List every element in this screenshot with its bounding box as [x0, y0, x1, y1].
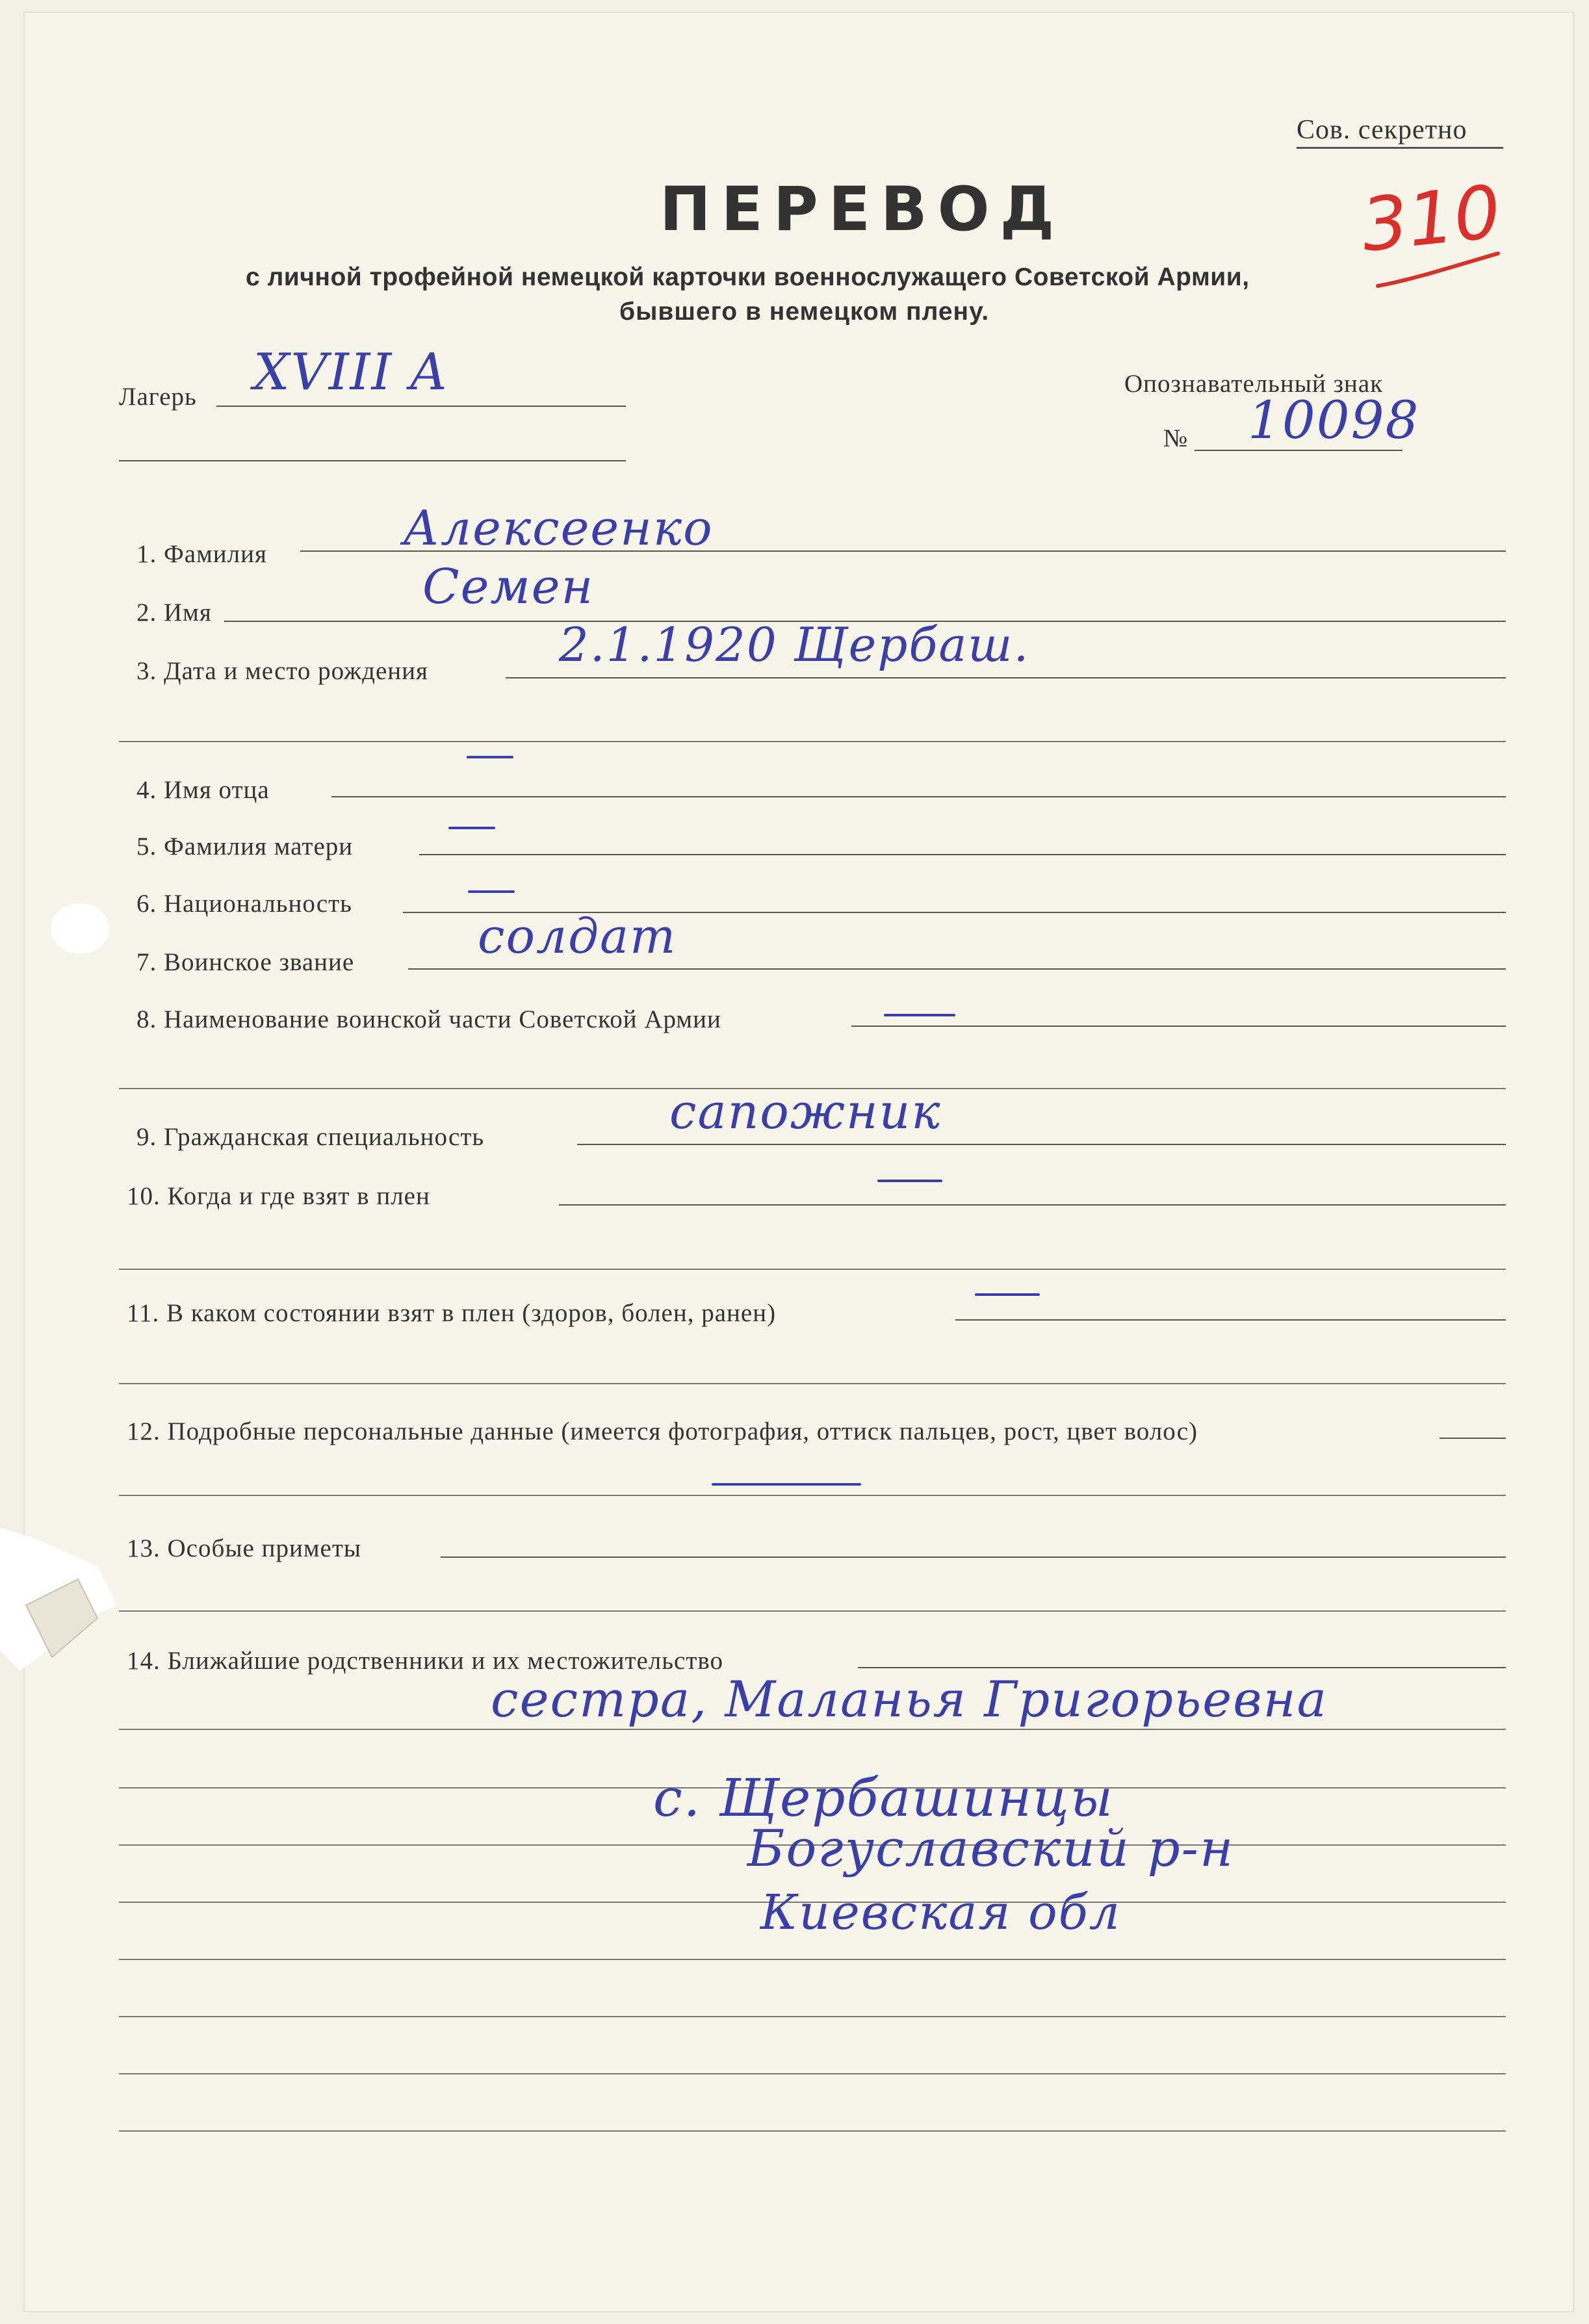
- field-9-label: 9. Гражданская специальность: [136, 1123, 485, 1151]
- relatives-rule-7: [119, 2073, 1506, 2074]
- field-6-label: 6. Национальность: [136, 890, 352, 918]
- field-11-dash: [975, 1293, 1040, 1296]
- classification-underline: [1297, 147, 1503, 149]
- field-14-line: [858, 1667, 1506, 1668]
- relative-line-4: Киевская обл: [760, 1885, 1121, 1941]
- subtitle-line-1: с личной трофейной немецкой карточки военнослужащего Советской Армии,: [246, 263, 1250, 291]
- field-10-dash: [877, 1180, 942, 1182]
- relatives-rule-5: [119, 1959, 1506, 1960]
- id-number-value: 10098: [1248, 390, 1420, 450]
- id-mark-label: Опознавательный знак: [1124, 370, 1384, 398]
- punch-hole: [51, 903, 109, 954]
- field-5-line: [419, 854, 1506, 855]
- torn-corner: [0, 1527, 130, 1670]
- field-3-line: [506, 677, 1506, 678]
- red-number: 310: [1357, 170, 1505, 268]
- field-1-label: 1. Фамилия: [136, 540, 267, 568]
- field-7-line: [408, 968, 1506, 970]
- field-12-line-2: [119, 1495, 1506, 1496]
- field-11-label: 11. В каком состоянии взят в плен (здоров, болен, ранен): [127, 1299, 777, 1327]
- field-5-label: 5. Фамилия матери: [136, 833, 354, 860]
- field-12-line: [1440, 1438, 1506, 1439]
- relatives-rule-6: [119, 2016, 1506, 2017]
- field-3-line-2: [119, 741, 1506, 742]
- classification-label: Сов. секретно: [1297, 115, 1467, 145]
- field-7-label: 7. Воинское звание: [136, 948, 355, 976]
- camp-label: Лагерь: [119, 383, 197, 411]
- field-14-label: 14. Ближайшие родственники и их местожительство: [127, 1647, 724, 1675]
- field-2-label: 2. Имя: [136, 599, 212, 626]
- field-6-dash: [468, 890, 515, 893]
- field-10-label: 10. Когда и где взят в плен: [127, 1182, 430, 1210]
- field-5-dash: [448, 827, 495, 829]
- relative-line-2: с. Щербашинцы: [653, 1768, 1115, 1828]
- field-7-value: солдат: [478, 909, 677, 964]
- field-9-value: сапожник: [669, 1084, 942, 1140]
- camp-line-2: [119, 460, 626, 461]
- field-12-label: 12. Подробные персональные данные (имеется фотография, оттиск пальцев, рост, цвет волос): [127, 1417, 1198, 1445]
- field-10-line: [559, 1204, 1506, 1206]
- document-title: ПЕРЕВОД: [660, 174, 1065, 245]
- id-number-line: [1195, 450, 1402, 451]
- field-8-line: [851, 1026, 1506, 1027]
- field-3-value: 2.1.1920 Щербаш.: [559, 617, 1030, 672]
- field-3-label: 3. Дата и место рождения: [136, 657, 428, 685]
- field-4-dash: [467, 756, 513, 758]
- field-1-line: [300, 550, 1506, 552]
- camp-value: XVIII A: [253, 343, 448, 402]
- id-number-label: №: [1163, 424, 1189, 452]
- field-8-dash: [884, 1014, 955, 1016]
- relative-line-3: Богуславский р-н: [747, 1820, 1235, 1878]
- red-underline-mark: [1375, 250, 1501, 296]
- field-9-line: [577, 1144, 1506, 1145]
- field-1-value: Алексеенко: [403, 500, 714, 556]
- subtitle-line-2: бывшего в немецком плену.: [619, 298, 990, 326]
- field-8-label: 8. Наименование воинской части Советской Армии: [136, 1005, 721, 1033]
- relatives-rule-8: [119, 2130, 1506, 2132]
- field-13-label: 13. Особые приметы: [127, 1534, 362, 1562]
- field-12-dash: [712, 1483, 861, 1486]
- field-11-line: [955, 1319, 1506, 1321]
- field-2-value: Семен: [422, 559, 595, 615]
- field-4-line: [331, 796, 1506, 797]
- relatives-rule-1: [119, 1729, 1506, 1730]
- field-13-line: [441, 1556, 1506, 1558]
- field-11-line-2: [119, 1383, 1506, 1384]
- field-10-line-2: [119, 1269, 1506, 1270]
- relative-line-1: сестра, Маланья Григорьевна: [491, 1670, 1328, 1728]
- field-13-line-2: [119, 1610, 1506, 1612]
- field-4-label: 4. Имя отца: [136, 776, 270, 804]
- camp-line: [216, 406, 626, 407]
